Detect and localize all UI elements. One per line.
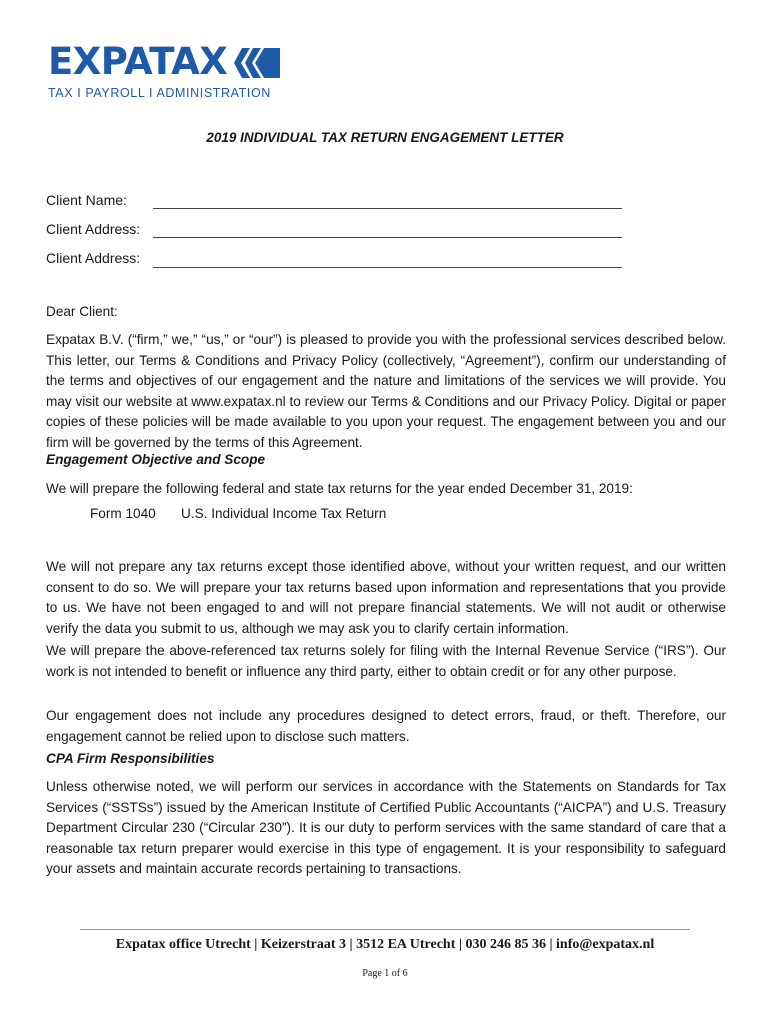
fraud-paragraph: Our engagement does not include any procedures designed to detect errors, fraud, or theft. Therefore, our engagement cannot be relied upon to disclose such matters.: [46, 708, 726, 744]
scope-paragraph: We will prepare the following federal and state tax returns for the year ended December 31, 2019:: [46, 481, 633, 496]
salutation: Dear Client:: [46, 304, 118, 319]
document-title: 2019 INDIVIDUAL TAX RETURN ENGAGEMENT LETTER: [206, 130, 564, 145]
client-address-label: Client Address:: [46, 221, 141, 237]
logo-chevrons-icon: [234, 48, 280, 78]
cpa-paragraph: Unless otherwise noted, we will perform our services in accordance with the Statements on Standards for Tax Services (“SSTSs”) issued by the American Institute of Certified Public Accountants (“AICPA”) and U.S. Treasury Department Circular 230 (“Circular 230”). It is our duty to perform services with the same standard of care that a reasonable tax return preparer would exercise in this type of engagement. It is your responsibility to safeguard your assets and maintain accurate records pertaining to transactions.: [46, 779, 726, 876]
page-number: Page 1 of 6: [362, 968, 408, 979]
form-description: U.S. Individual Income Tax Return: [181, 506, 387, 521]
footer-address: Expatax office Utrecht | Keizerstraat 3 | 3512 EA Utrecht | 030 246 85 36 | info@expatax.nl: [115, 937, 655, 952]
client-name-label: Client Name:: [46, 192, 127, 208]
logo-tagline: TAX I PAYROLL I ADMINISTRATION: [48, 86, 271, 100]
footer-divider: [80, 929, 690, 930]
intro-paragraph: Expatax B.V. (“firm,” we,” “us,” or “our”) is pleased to provide you with the professional services described below. This letter, our Terms & Conditions and Privacy Policy (collectively, “Agreement”), confirm our understanding of the terms and objectives of our engagement and the nature and limitations of the services we will provide. You may visit our website at www.expatax.nl to review our Terms & Conditions and our Privacy Policy. Digital or paper copies of these policies will be made available to you upon your request. The engagement between you and our firm will be governed by the terms of this Agreement.: [46, 332, 726, 450]
logo-wordmark: EXPATAX: [48, 40, 228, 83]
client-address-2-line: [153, 267, 622, 268]
client-name-line: [153, 208, 622, 209]
limitations-paragraph: We will not prepare any tax returns except those identified above, without your written request, and our written consent to do so. We will prepare your tax returns based upon information and representations that you provide to us. We have not been engaged to and will not prepare financial statements. We will not audit or otherwise verify the data you submit to us, although we may ask you to clarify certain information.: [46, 559, 726, 636]
client-address-line: [153, 237, 622, 238]
client-address-2-label: Client Address:: [46, 250, 141, 266]
company-logo: [48, 42, 280, 100]
form-code: Form 1040: [90, 506, 156, 521]
section-heading-scope: Engagement Objective and Scope: [46, 452, 266, 467]
section-heading-cpa: CPA Firm Responsibilities: [46, 751, 215, 766]
irs-paragraph: We will prepare the above-referenced tax returns solely for filing with the Internal Revenue Service (“IRS”). Our work is not intended to benefit or influence any third party, either to obtain credit or for any other purpose.: [46, 643, 726, 679]
